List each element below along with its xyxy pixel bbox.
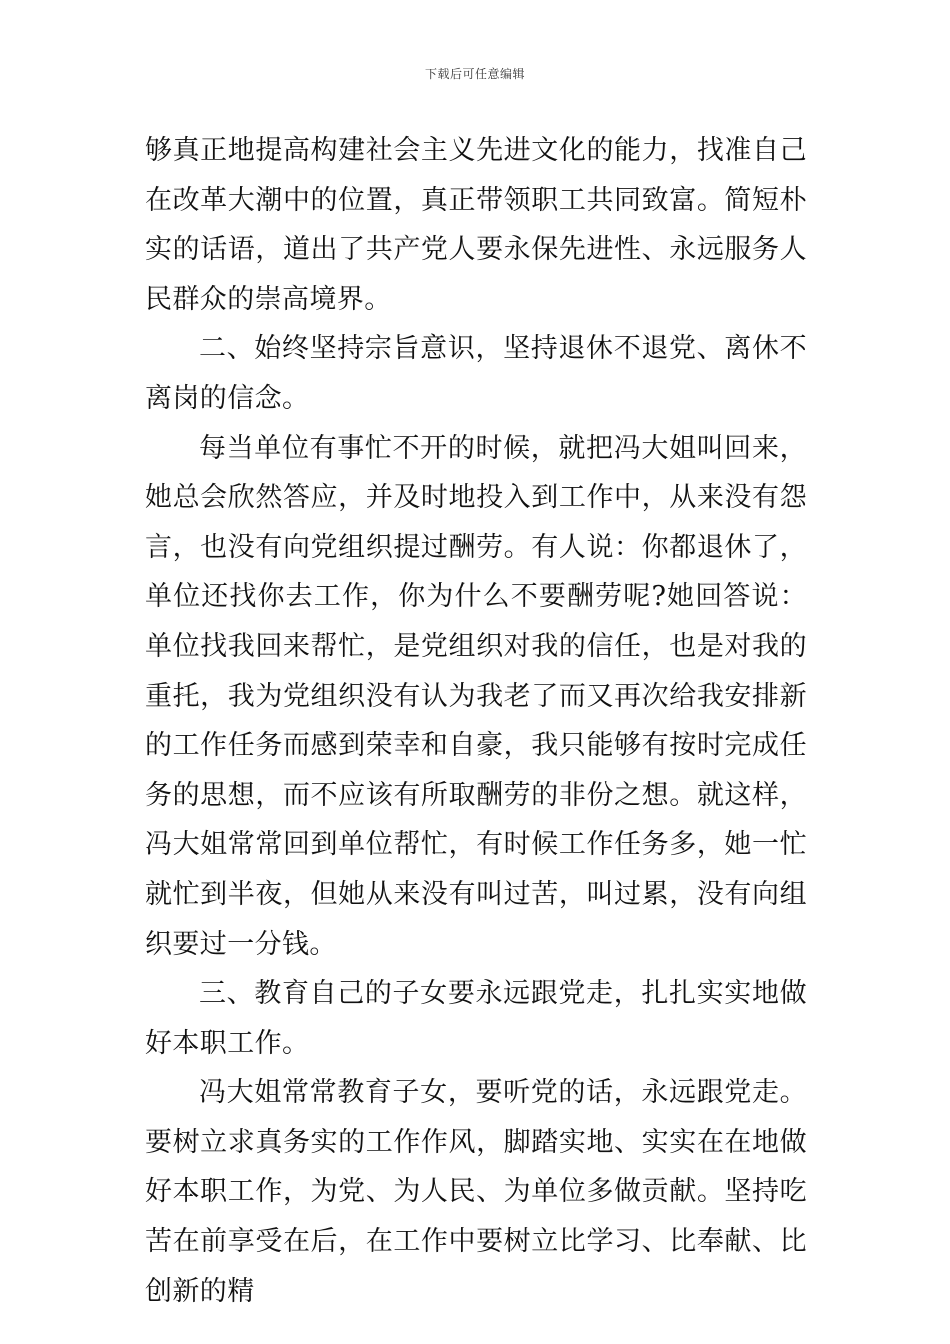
page-header: 下载后可任意编辑	[424, 67, 525, 81]
section-heading-two: 二、始终坚持宗旨意识，坚持退休不退党、离休不离岗的信念。	[145, 333, 807, 414]
paragraph-body: 冯大姐常常教育子女，要听党的话，永远跟党走。要树立求真务实的工作作风，脚踏实地、实实在在地做好本职工作，为党、为人民、为单位多做贡献。坚持吃苦在前享受在后，在工作中要树立比学习、比奉献、比创新的精	[145, 1077, 807, 1307]
paragraph-continuation: 够真正地提高构建社会主义先进文化的能力，找准自己在改革大潮中的位置，真正带领职工共同致富。简短朴实的话语，道出了共产党人要永保先进性、永远服务人民群众的崇高境界。	[145, 135, 807, 315]
paragraph-body: 每当单位有事忙不开的时候，就把冯大姐叫回来，她总会欣然答应，并及时地投入到工作中，从来没有怨言，也没有向党组织提过酬劳。有人说：你都退休了，单位还找你去工作，你为什么不要酬劳呢?她回答说：单位找我回来帮忙，是党组织对我的信任，也是对我的重托，我为党组织没有认为我老了而又再次给我安排新的工作任务而感到荣幸和自豪，我只能够有按时完成任务的思想，而不应该有所取酬劳的非份之想。就这样，冯大姐常常回到单位帮忙，有时候工作任务多，她一忙就忙到半夜，但她从来没有叫过苦，叫过累，没有向组织要过一分钱。	[145, 432, 807, 960]
document-body	[145, 126, 807, 1316]
section-heading-three: 三、教育自己的子女要永远跟党走，扎扎实实地做好本职工作。	[145, 978, 807, 1059]
